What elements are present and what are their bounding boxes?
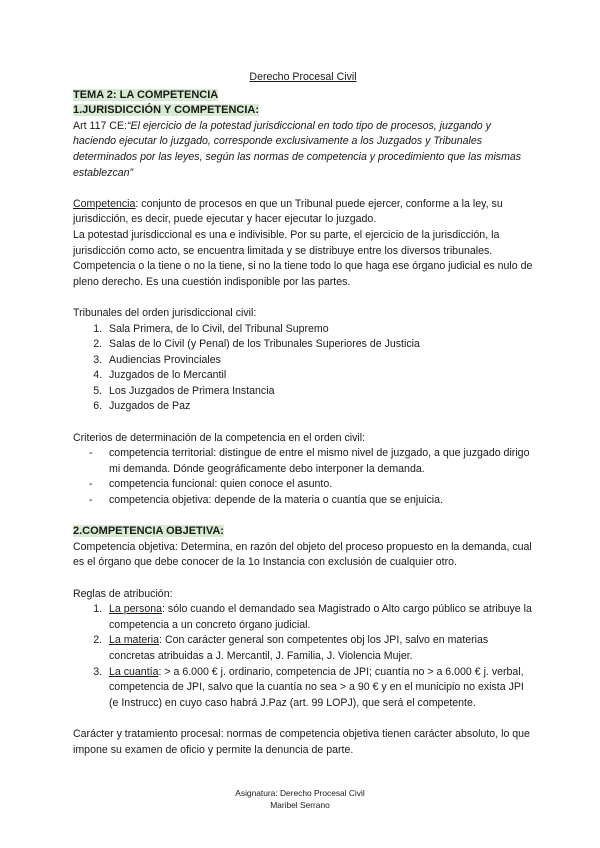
potestad-paragraph: La potestad jurisdiccional es una e indivisible. Por su parte, el ejercicio de la jurisdicción, la jurisdicción como acto, se encuentra limitada y se distribuye entre los diversos tribunales. Competencia o la tiene o no la tiene, si no la tiene todo lo que haga ese órgano judicial es nulo de pleno derecho. Es una cuestión indisponible por las partes. xyxy=(73,228,533,288)
list-item: - competencia territorial: distingue de entre el mismo nivel de juzgado, a que juzgado dirigo mi demanda. Dónde geográficamente debo interponer la demanda. xyxy=(73,446,533,477)
reglas-intro: Reglas de atribución: xyxy=(73,587,173,600)
list-item: - competencia objetiva: depende de la materia o cuantía que se enjuicia. xyxy=(73,493,533,509)
document-title: Derecho Procesal Civil xyxy=(249,71,357,83)
competencia-definition: Competencia: conjunto de procesos en que un Tribunal puede ejercer, conforme a la ley, su jurisdicción, es decir, puede ejecutar y hacer ejecutar lo juzgado. xyxy=(73,197,503,226)
list-item: - competencia funcional: quien conoce el asunto. xyxy=(73,477,533,493)
list-item: 3. Audiencias Provinciales xyxy=(105,353,533,369)
list-item: 6. Juzgados de Paz xyxy=(105,399,533,415)
reglas-list xyxy=(73,602,533,711)
criterios-list xyxy=(73,446,533,508)
list-item: 1. La persona: sólo cuando el demandado sea Magistrado o Alto cargo público se atribuye la competencia a un concreto órgano judicial. xyxy=(105,602,533,633)
footer-author: Maribel Serrano xyxy=(270,800,330,810)
competencia-objetiva-definition: Competencia objetiva: Determina, en razón del objeto del proceso propuesto en la demanda, cual es el órgano que debe conocer de la 1o Instancia con exclusión de cualquier otro. xyxy=(73,540,532,569)
section1-heading: 1.JURISDICCIÓN Y COMPETENCIA: xyxy=(73,104,260,117)
footer-subject: Asignatura: Derecho Procesal Civil xyxy=(235,788,365,798)
competencia-term: Competencia xyxy=(73,197,136,210)
page-footer xyxy=(0,787,600,811)
list-item: 3. La cuantía: > a 6.000 € j. ordinario, competencia de JPI; cuantía no > a 6.000 € j. verbal, competencia de JPI, salvo que la cuantía no sea > a 90 € y en el municipio no exista JPI (e Instrucc) en cuyo caso habrá J.Paz (art. 99 LOPJ), que será el competente. xyxy=(105,665,533,712)
tribunales-list xyxy=(73,322,533,416)
tribunales-intro: Tribunales del orden jurisdiccional civil: xyxy=(73,306,257,319)
list-item: 2. Salas de lo Civil (y Penal) de los Tribunales Superiores de Justicia xyxy=(105,337,533,353)
tema-heading: TEMA 2: LA COMPETENCIA xyxy=(73,88,219,101)
list-item: 1. Sala Primera, de lo Civil, del Tribunal Supremo xyxy=(105,322,533,338)
art-117-paragraph xyxy=(73,119,533,181)
caracter-paragraph: Carácter y tratamiento procesal: normas de competencia objetiva tienen carácter absoluto, lo que impone su examen de oficio y permite la denuncia de parte. xyxy=(73,727,530,756)
section2-heading: 2.COMPETENCIA OBJETIVA: xyxy=(73,525,224,538)
list-item: 2. La materia: Con carácter general son competentes obj los JPI, salvo en materias concretas atribuidas a J. Mercantil, J. Familia, J. Violencia Mujer. xyxy=(105,633,533,664)
list-item: 4. Juzgados de lo Mercantil xyxy=(105,368,533,384)
criterios-intro: Criterios de determinación de la competencia en el orden civil: xyxy=(73,431,366,444)
art-quote: “El ejercicio de la potestad jurisdiccional en todo tipo de procesos, juzgando y haciendo ejecutar lo juzgado, corresponde exclusivamente a los Juzgados y Tribunales determinados por las leyes, según las normas de competencia y procedimiento que las mismas establezcan” xyxy=(73,119,522,179)
art-prefix: Art 117 CE: xyxy=(73,119,127,132)
document-page xyxy=(73,70,533,758)
list-item: 5. Los Juzgados de Primera Instancia xyxy=(105,384,533,400)
